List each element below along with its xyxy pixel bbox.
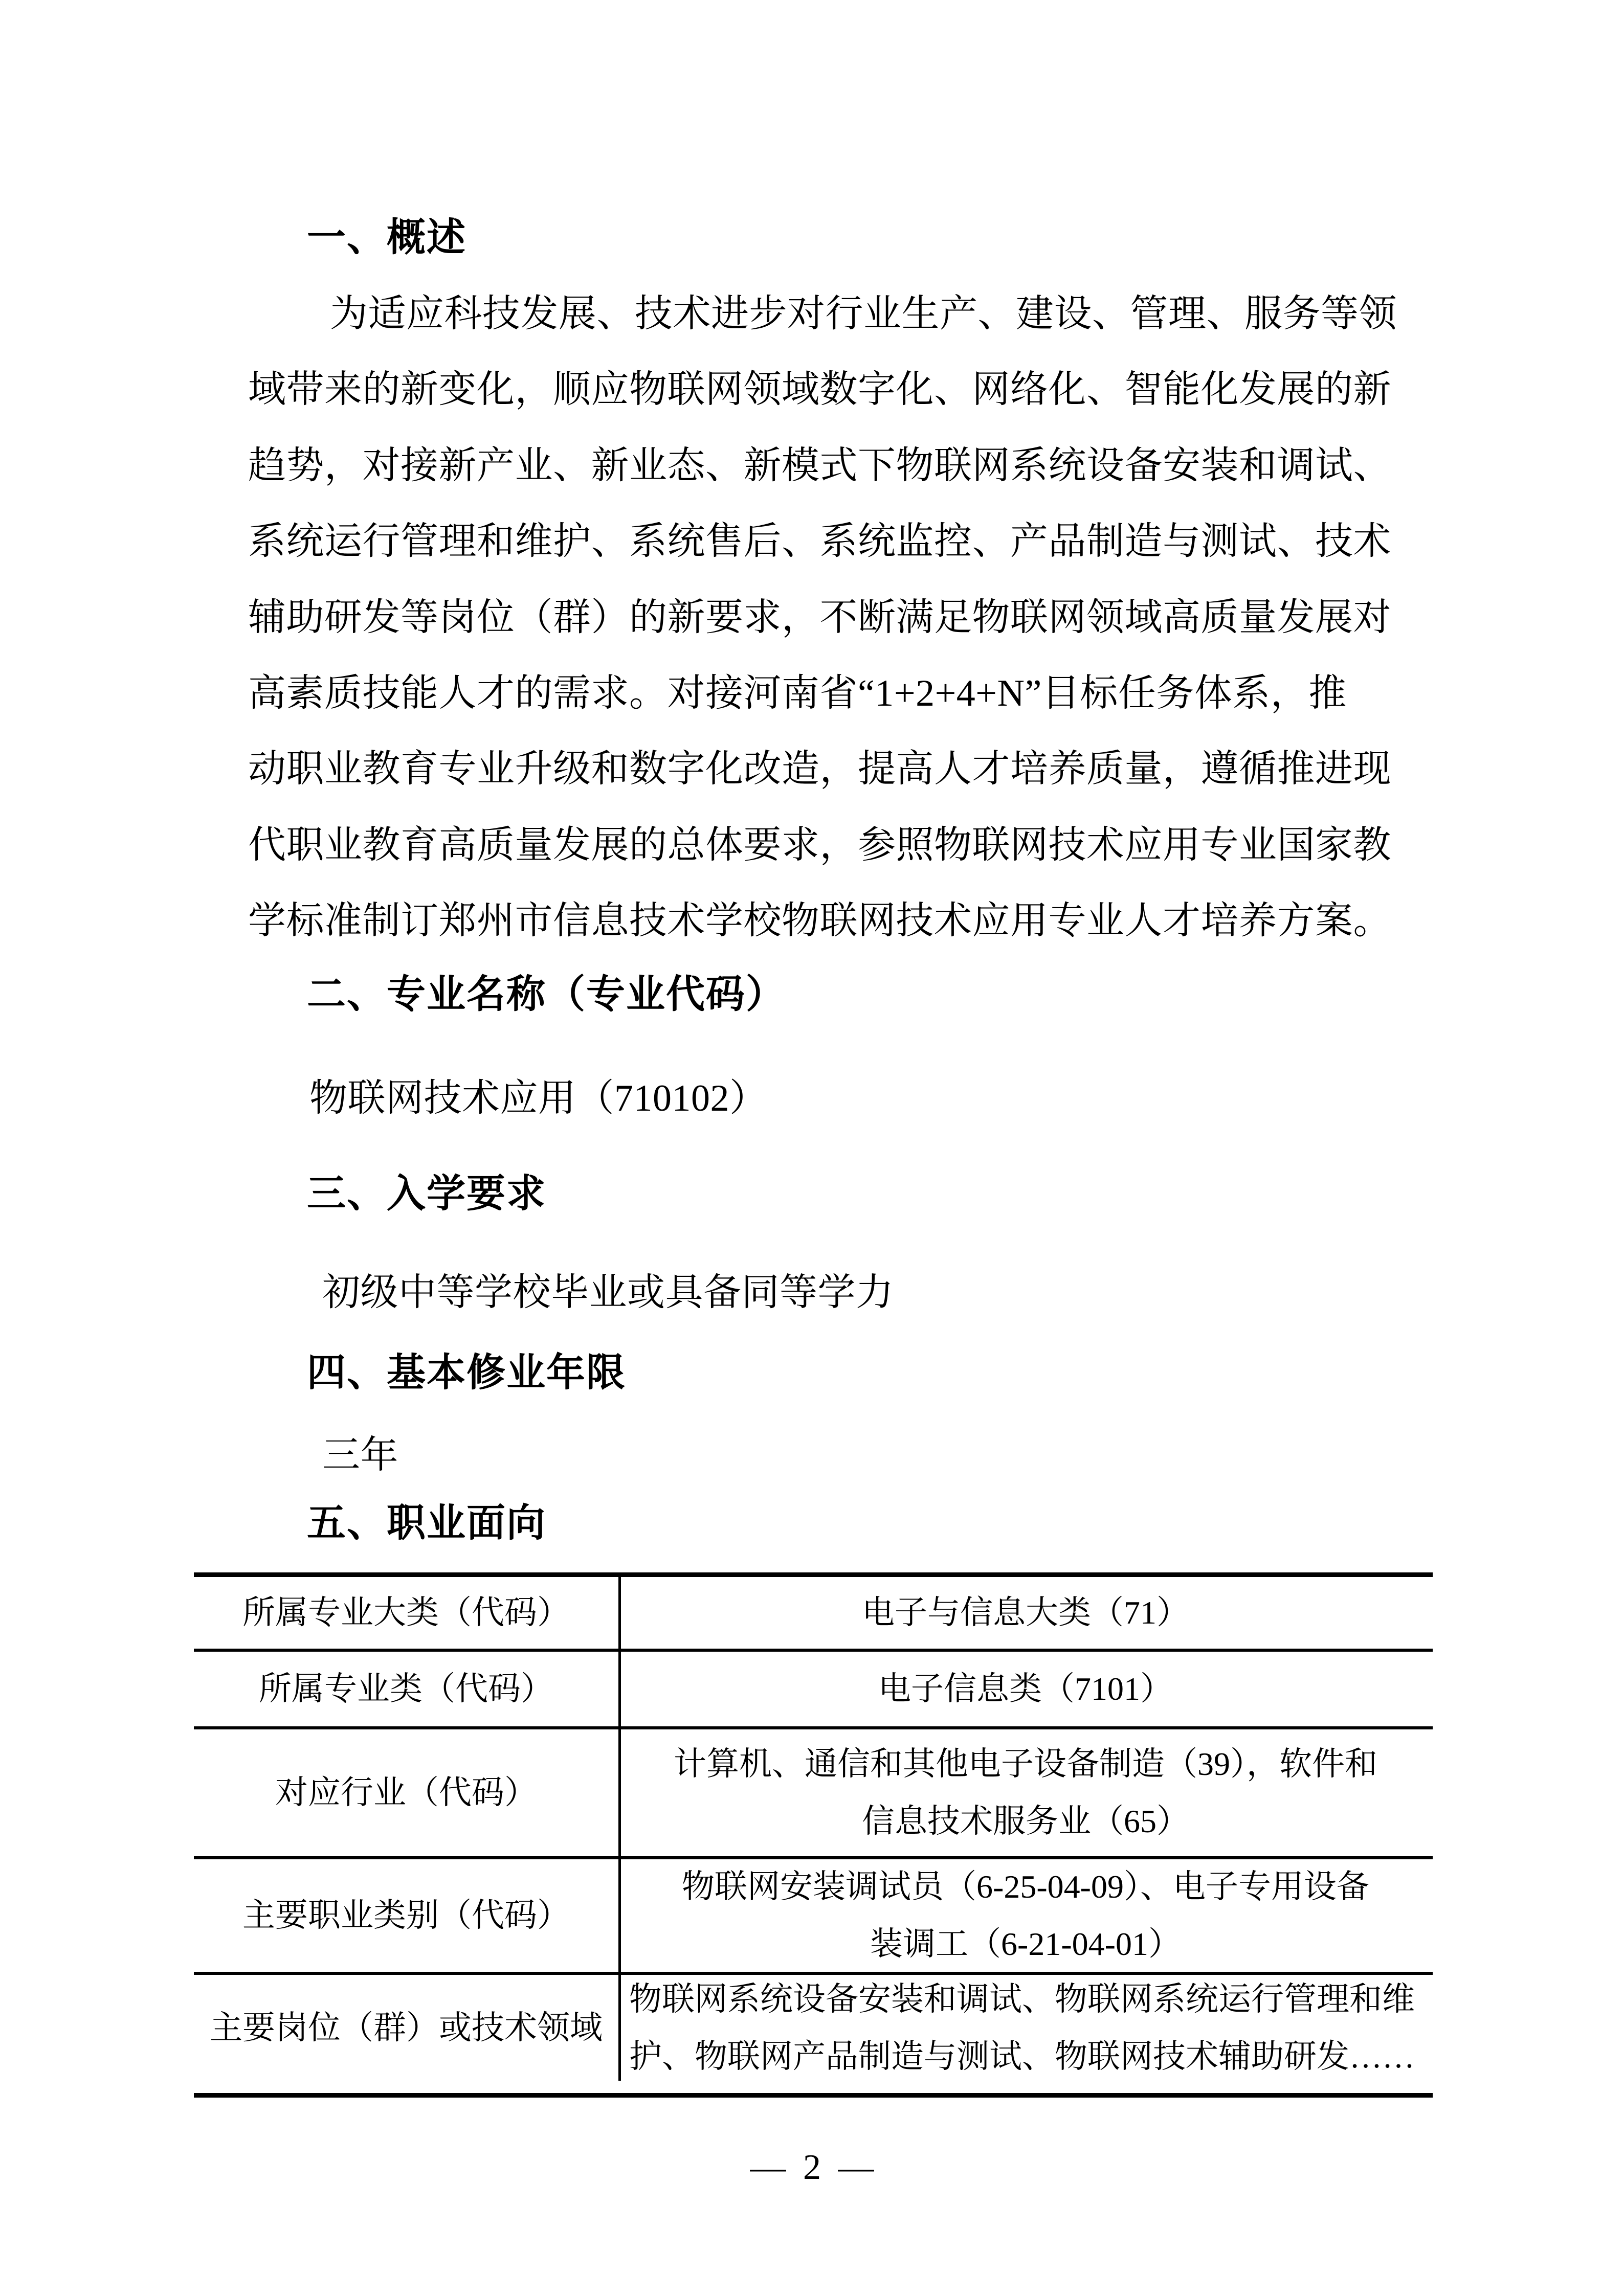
row-label: 所属专业大类（代码） bbox=[242, 1594, 570, 1631]
value-line: 计算机、通信和其他电子设备制造（39），软件和 bbox=[674, 1746, 1377, 1782]
value-line: 装调工（6-21-04-01） bbox=[870, 1926, 1181, 1962]
page-number: — 2 — bbox=[750, 2148, 874, 2187]
section-5-heading: 五、职业面向 bbox=[307, 1502, 546, 1545]
row-label: 主要岗位（群）或技术领域 bbox=[210, 2009, 603, 2046]
section-3-heading: 三、入学要求 bbox=[307, 1173, 546, 1215]
table-row bbox=[194, 1975, 1433, 2081]
table-row bbox=[194, 1729, 1433, 1859]
overview-paragraph bbox=[248, 276, 1397, 959]
paragraph-line: 动职业教育专业升级和数字化改造，提高人才培养质量，遵循推进现 bbox=[248, 748, 1391, 791]
row-value bbox=[618, 1975, 1430, 2081]
table-row bbox=[194, 1577, 1433, 1652]
section-1-heading: 一、概述 bbox=[307, 216, 466, 259]
paragraph-line: 域带来的新变化，顺应物联网领域数字化、网络化、智能化发展的新 bbox=[248, 369, 1391, 411]
row-label: 所属专业类（代码） bbox=[259, 1671, 553, 1707]
career-orientation-table bbox=[194, 1572, 1433, 2098]
value-line: 电子与信息大类（71） bbox=[862, 1594, 1189, 1631]
row-value bbox=[618, 1652, 1430, 1726]
paragraph-line: 高素质技能人才的需求。对接河南省“1+2+4+N”目标任务体系，推 bbox=[248, 672, 1347, 715]
value-line: 物联网系统设备安装和调试、物联网系统运行管理和维 bbox=[629, 1980, 1415, 2017]
paragraph-line: 为适应科技发展、技术进步对行业生产、建设、管理、服务等领 bbox=[330, 293, 1397, 335]
row-value bbox=[618, 1859, 1430, 1972]
paragraph-line: 代职业教育高质量发展的总体要求，参照物联网技术应用专业国家教 bbox=[248, 824, 1391, 866]
duration-text: 三年 bbox=[322, 1434, 398, 1476]
paragraph-line: 辅助研发等岗位（群）的新要求，不断满足物联网领域高质量发展对 bbox=[248, 596, 1391, 639]
row-value bbox=[618, 1729, 1430, 1856]
paragraph-line: 趋势，对接新产业、新业态、新模式下物联网系统设备安装和调试、 bbox=[248, 444, 1391, 487]
value-line: 电子信息类（7101） bbox=[878, 1671, 1173, 1707]
row-label: 对应行业（代码） bbox=[275, 1774, 537, 1811]
paragraph-line: 系统运行管理和维护、系统售后、系统监控、产品制造与测试、技术 bbox=[248, 521, 1391, 563]
value-line: 信息技术服务业（65） bbox=[862, 1803, 1189, 1839]
major-name-text: 物联网技术应用（710102） bbox=[309, 1077, 768, 1119]
value-line: 护、物联网产品制造与测试、物联网技术辅助研发…… bbox=[629, 2038, 1415, 2075]
admission-text: 初级中等学校毕业或具备同等学力 bbox=[322, 1272, 894, 1314]
paragraph-line: 学标准制订郑州市信息技术学校物联网技术应用专业人才培养方案。 bbox=[248, 900, 1391, 942]
table-row bbox=[194, 1859, 1433, 1975]
section-4-heading: 四、基本修业年限 bbox=[307, 1352, 626, 1394]
section-2-heading: 二、专业名称（专业代码） bbox=[307, 973, 786, 1016]
row-value bbox=[618, 1577, 1430, 1649]
row-label: 主要职业类别（代码） bbox=[242, 1897, 570, 1933]
value-line: 物联网安装调试员（6-25-04-09）、电子专用设备 bbox=[682, 1869, 1369, 1905]
table-row bbox=[194, 1652, 1433, 1729]
